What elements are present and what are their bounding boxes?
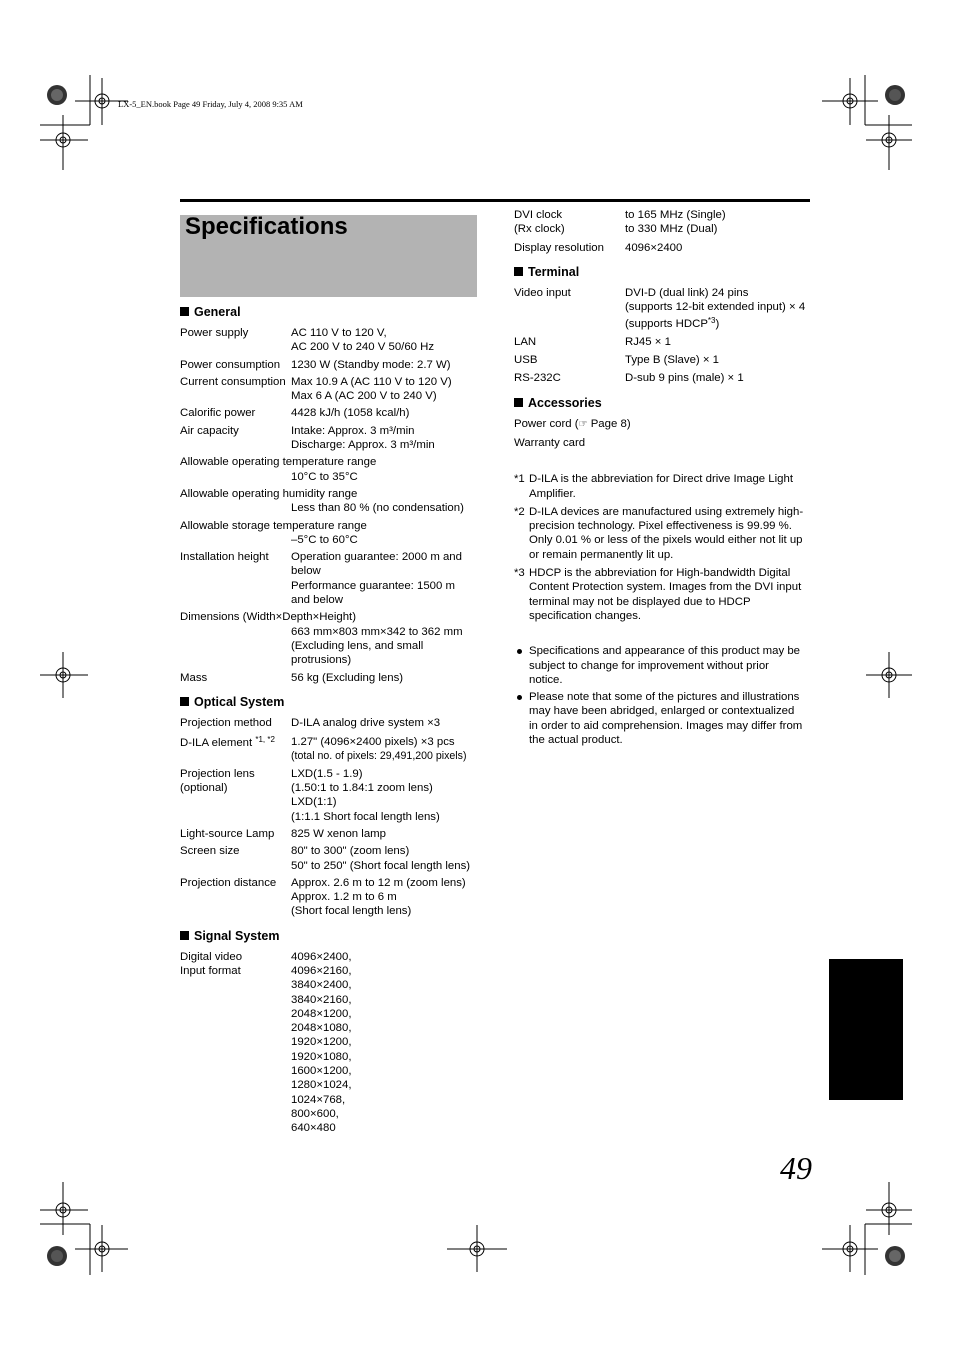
spec-value: Less than 80 % (no condensation) [291,502,464,515]
spec-value-group [291,358,480,372]
general-specs [180,326,480,685]
note-item [514,690,814,747]
square-bullet-icon [514,267,523,276]
note-line: in order to aid comprehension. Images may differ from [529,719,803,732]
bullet-icon [517,649,522,654]
spec-row [180,326,480,355]
footnote-line: Only 0.01 % or less of the pixels would either not lit up [529,534,803,547]
spec-row [180,550,480,607]
spec-value: 1.27" (4096×2400 pixels) ×3 pcs [291,736,455,749]
spec-label: Projection distance [180,876,277,889]
section-accessories: Accessories [514,395,814,411]
spec-label-group [180,326,248,340]
section-signal: Signal System [180,928,480,944]
spec-label-group [180,487,357,501]
spec-value: 4428 kJ/h (1058 kcal/h) [291,407,410,420]
spec-value: to 165 MHz (Single) [625,209,726,221]
spec-row [180,610,480,667]
section-general: General [180,304,480,320]
spec-value-group [291,375,480,404]
spec-value: 4096×2160, [291,964,352,977]
spec-value-group [291,671,480,685]
note-line: Specifications and appearance of this product may be [529,645,801,658]
spec-label: Screen size [180,845,240,858]
footnote-ref: *1, *2 [255,735,275,745]
spec-value: 3840×2160, [291,993,352,1006]
spec-value: 825 W xenon lamp [291,827,386,840]
spec-value-group [291,424,480,453]
spec-label-group [180,375,286,389]
right-column [514,208,814,750]
note-item [514,644,814,687]
spec-label: Installation height [180,551,269,564]
spec-label: Projection method [180,716,272,729]
section-optical: Optical System [180,694,480,710]
spec-row [514,335,814,349]
spec-value: 56 kg (Excluding lens) [291,671,404,684]
spec-value: DVI-D (dual link) 24 pins [625,286,749,299]
spec-label-group [180,406,255,420]
spec-value: 1920×1200, [291,1036,352,1049]
spec-value: RJ45 × 1 [625,335,671,348]
spec-label-group [180,767,255,796]
spec-label-group [180,610,356,624]
note-line: notice. [529,673,563,686]
spec-value: 80" to 300" (zoom lens) [291,845,410,858]
spec-label: Light-source Lamp [180,827,275,840]
spec-value: (Excluding lens, and small [291,639,424,652]
spec-value: (1.50:1 to 1.84:1 zoom lens) [291,782,433,795]
spec-label: Dimensions (Width×Depth×Height) [180,611,356,624]
spec-value: AC 200 V to 240 V 50/60 Hz [291,341,435,354]
spec-row [180,375,480,404]
spec-value: (total no. of pixels: 29,491,200 pixels) [291,750,467,763]
spec-label: (Rx clock) [514,223,565,236]
spec-value: 10°C to 35°C [291,470,358,483]
spec-label-group [180,671,207,685]
spec-row [514,241,814,255]
spec-label: D-ILA element [180,737,253,750]
footnote-label: *1 [514,473,525,486]
spec-value: Approx. 1.2 m to 6 m [291,891,397,904]
spec-row [180,358,480,372]
footnote-line: HDCP is the abbreviation for High-bandwidth Digital [529,567,791,580]
spec-value-group [291,716,480,730]
section-tab [829,959,903,1100]
spec-label: Input format [180,964,241,977]
footnotes [514,472,814,623]
spec-label: (optional) [180,782,228,795]
spec-label-group [180,519,367,533]
spec-row [180,716,480,730]
note-line: may have been abridged, enlarged or contextualized [529,705,795,718]
spec-row [180,455,480,484]
spec-label-group [180,733,275,750]
footnote-label: *2 [514,505,525,518]
spec-value-group [291,767,480,824]
spec-row [514,371,814,385]
page-number: 49 [780,1150,812,1186]
spec-row [180,406,480,420]
spec-row [180,876,480,919]
accessory-power-cord: Power cord (☞ Page 8) [514,417,631,430]
spec-value: 800×600, [291,1107,339,1120]
bullet-icon [517,695,522,700]
spec-label-group [180,876,276,890]
spec-value: 1600×1200, [291,1065,352,1078]
left-column [180,304,480,1136]
footnote-label: *3 [514,567,525,580]
spec-label-group [180,550,269,564]
spec-row [514,208,814,237]
section-terminal: Terminal [514,264,814,280]
spec-value: Type B (Slave) × 1 [625,354,720,367]
file-info: LX-5_EN.book Page 49 Friday, July 4, 2008 9:35 AM [118,99,303,109]
spec-row [514,286,814,332]
optical-specs [180,716,480,919]
spec-label: RS-232C [514,372,561,385]
square-bullet-icon [180,931,189,940]
spec-value: Discharge: Approx. 3 m³/min [291,439,435,452]
spec-value: D-sub 9 pins (male) × 1 [625,372,744,385]
spec-label: Allowable storage temperature range [180,519,367,532]
footnote-line: specification changes. [529,609,642,622]
spec-label-group [180,827,274,841]
spec-label: Allowable operating temperature range [180,456,377,469]
spec-label: DVI clock [514,209,563,221]
spec-value-group [291,733,480,764]
spec-label: USB [514,354,538,367]
footnote-line: D-ILA devices are manufactured using extremely high- [529,505,804,518]
spec-value-group [291,844,480,873]
spec-value: (1:1.1 Short focal length lens) [291,810,440,823]
spec-value: 663 mm×803 mm×342 to 362 mm [291,625,463,638]
spec-label: Digital video [180,950,243,963]
pointing-hand-icon: ☞ [578,418,588,430]
spec-value: 4096×2400, [291,950,352,963]
footnote [514,505,814,562]
spec-value: Performance guarantee: 1500 m [291,579,455,592]
spec-value-group [291,550,480,607]
spec-row [180,671,480,685]
spec-value-group [291,876,480,919]
spec-label: Current consumption [180,375,286,388]
spec-label: Video input [514,286,571,299]
spec-label: Display resolution [514,241,604,254]
footnote [514,472,814,501]
spec-row [180,733,480,764]
spec-label: LAN [514,335,537,348]
spec-value: –5°C to 60°C [291,533,358,546]
spec-label: Mass [180,671,208,684]
spec-value: 1230 W (Standby mode: 2.7 W) [291,358,451,371]
footnote-line: Amplifier. [529,487,576,500]
spec-row [180,424,480,453]
spec-label: Power consumption [180,358,281,371]
spec-value: and below [291,594,343,607]
footnote-line: D-ILA is the abbreviation for Direct drive Image Light [529,473,794,486]
footnote-line: terminal may not be displayed due to HDCP [529,595,751,608]
spec-value-group [291,406,480,420]
accessory-warranty-card: Warranty card [514,436,586,449]
spec-value: AC 110 V to 120 V, [291,327,387,339]
spec-value: Operation guarantee: 2000 m and [291,551,462,564]
footnote-line: precision technology. Pixel effectiveness is 99.99 %. [529,520,792,533]
spec-value: 1280×1024, [291,1079,352,1092]
spec-label-group [180,455,376,469]
footnote-line: or remain permanently lit up. [529,548,674,561]
spec-label-group [180,358,280,372]
spec-value: protrusions) [291,654,352,667]
spec-value-group [291,827,480,841]
spec-value: Max 6 A (AC 200 V to 240 V) [291,390,437,403]
note-line: subject to change for improvement without prior [529,659,769,672]
spec-value: to 330 MHz (Dual) [625,223,718,236]
spec-value: (supports HDCP$^{*3}$) [625,316,720,331]
spec-value-group [291,326,480,355]
spec-value: (supports 12-bit extended input) × 4 [625,301,806,314]
spec-value: 1024×768, [291,1093,346,1106]
spec-value: D-ILA analog drive system ×3 [291,716,441,729]
spec-row [180,519,480,548]
title-box [180,215,477,297]
spec-value: 2048×1080, [291,1022,352,1035]
note-line: Please note that some of the pictures and illustrations [529,691,800,704]
spec-value: Max 10.9 A (AC 110 V to 120 V) [291,375,452,388]
spec-value: 3840×2400, [291,979,352,992]
spec-value: 640×480 [291,1122,336,1135]
spec-value: 1920×1080, [291,1050,352,1063]
spec-row [180,827,480,841]
footnote [514,566,814,623]
spec-label: Allowable operating humidity range [180,487,358,500]
spec-label: Projection lens [180,767,255,780]
spec-row [180,487,480,516]
spec-label-group [180,424,239,438]
square-bullet-icon [180,307,189,316]
spec-label: Calorific power [180,407,256,420]
spec-value: below [291,565,321,578]
header-rule [180,199,810,202]
spec-value: (Short focal length lens) [291,905,412,918]
spec-value: LXD(1:1) [291,796,337,809]
spec-value: 50" to 250" (Short focal length lens) [291,859,471,872]
page-title: Specifications [185,213,348,240]
spec-value: Intake: Approx. 3 m³/min [291,424,415,437]
spec-row [180,767,480,824]
spec-value: 4096×2400 [625,241,683,254]
spec-value: Approx. 2.6 m to 12 m (zoom lens) [291,876,466,889]
spec-label-group [180,844,240,858]
spec-label: Air capacity [180,424,239,437]
spec-value: LXD(1.5 - 1.9) [291,767,363,780]
spec-row [514,353,814,367]
spec-label: Power supply [180,327,249,339]
footnote-line: Content Protection system. Images from the DVI input [529,581,802,594]
square-bullet-icon [514,398,523,407]
spec-row [180,844,480,873]
square-bullet-icon [180,697,189,706]
signal-row [180,950,480,1136]
note-line: the actual product. [529,734,623,747]
spec-label-group [180,716,272,730]
notes [514,644,814,747]
spec-value: 2048×1200, [291,1007,352,1020]
